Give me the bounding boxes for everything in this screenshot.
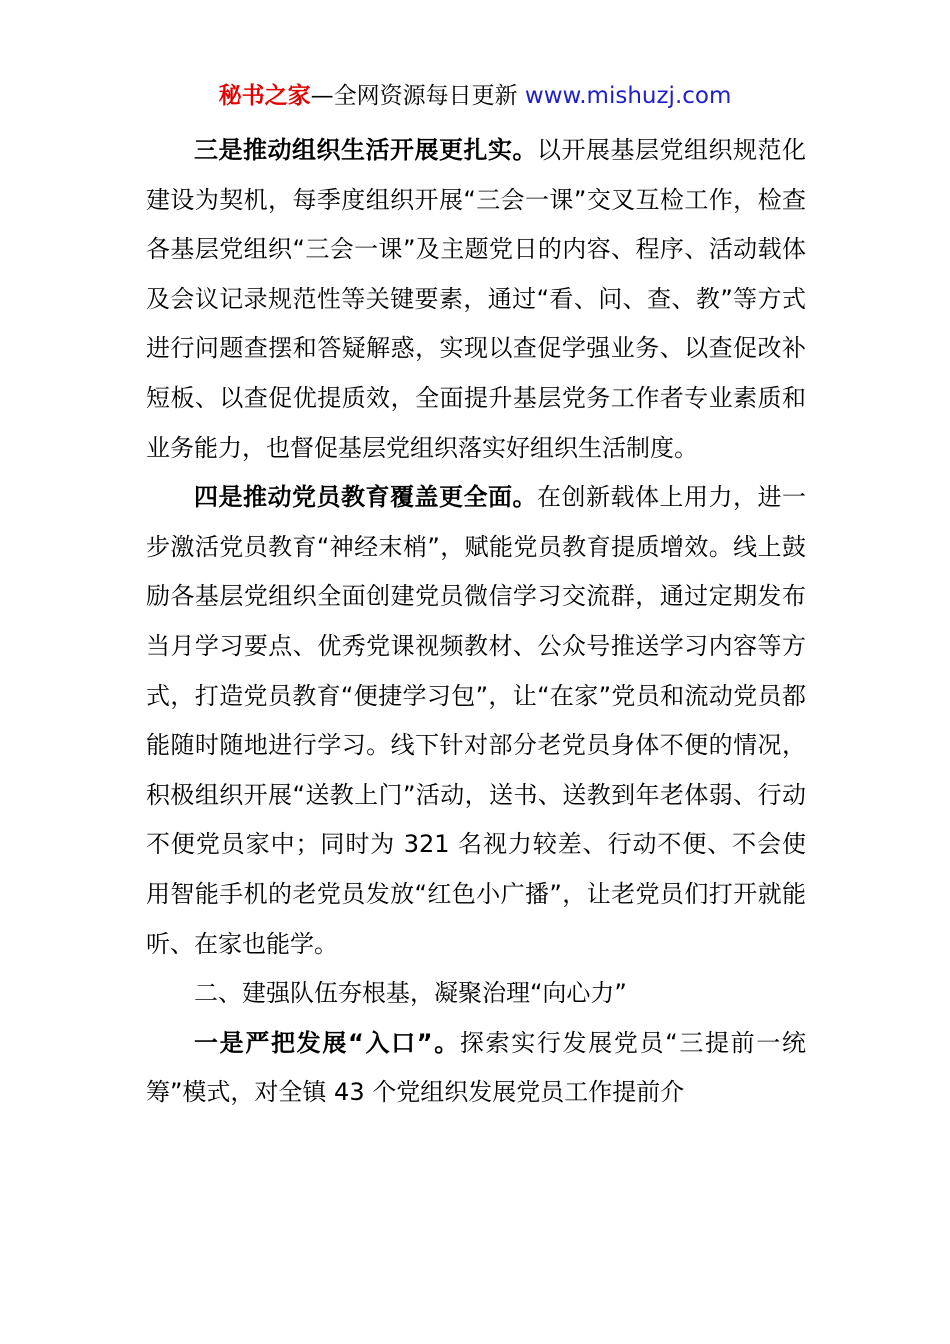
paragraph-text: 在创新载体上用力，进一步激活党员教育“神经末梢”，赋能党员教育提质增效。线上鼓励各基层党组织全面创建党员微信学习交流群，通过定期发布当月学习要点、优秀党课视频教材、公众号推送学习内容等方式，打造党员教育“便捷学习包”，让“在家”党员和流动党员都能随时随地进行学习。线下针对部分老党员身体不便的情况，积极组织开展“送教上门”活动，送书、送教到年老体弱、行动不便党员家中；同时为 321 名视力较差、行动不便、不会使用智能手机的老党员发放“红色小广播”，让老党员们打开就能听、在家也能学。 [146,483,806,958]
paragraph-3 [146,126,806,473]
page-header [0,80,950,112]
paragraph-text: 以开展基层党组织规范化建设为契机，每季度组织开展“三会一课”交叉互检工作，检查各基层党组织“三会一课”及主题党日的内容、程序、活动载体及会议记录规范性等关键要素，通过“看、问、查、教”等方式进行问题查摆和答疑解惑，实现以查促学强业务、以查促改补短板、以查促优提质效，全面提升基层党务工作者专业素质和业务能力，也督促基层党组织落实好组织生活制度。 [146,136,806,462]
paragraph-lead: 四是推动党员教育覆盖更全面。 [194,483,537,512]
header-dash: — [310,83,334,109]
section-heading: 二、建强队伍夯根基，凝聚治理“向心力” [194,979,627,1008]
brand-name: 秘书之家 [218,83,311,109]
site-url[interactable]: www.mishuzj.com [524,83,732,109]
paragraph-text: 探索实行发展党员“三提前一统筹”模式，对全镇 43 个党组织发展党员工作提前介 [146,1028,806,1107]
paragraph-lead: 三是推动组织生活开展更扎实。 [194,136,537,164]
document-body [146,126,806,1118]
paragraph-section2-1 [146,1019,806,1118]
header-tagline: 全网资源每日更新 [333,83,518,109]
paragraph-lead: 一是严把发展“入口”。 [194,1028,460,1057]
paragraph-4 [146,473,806,969]
